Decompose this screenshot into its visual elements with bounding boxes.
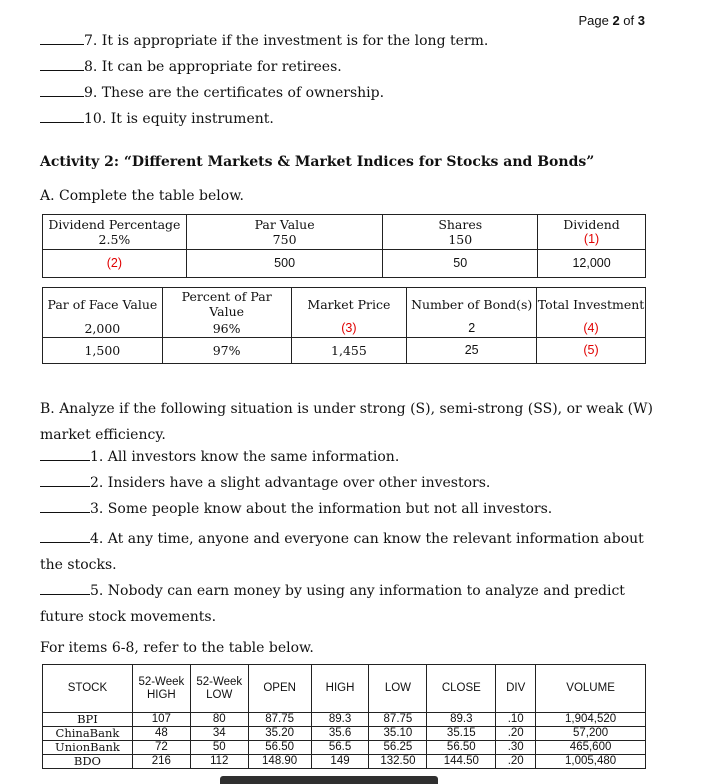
list-item: 3. Some people know about the information but not all investors.	[40, 500, 552, 517]
list-item: 8. It can be appropriate for retirees.	[40, 58, 342, 75]
cell: ChinaBank	[43, 727, 133, 741]
cell: BPI	[43, 713, 133, 727]
answer-cell[interactable]: (1)	[538, 232, 646, 250]
answer-blank[interactable]	[40, 474, 90, 487]
table-row	[43, 755, 646, 769]
answer-blank[interactable]	[40, 32, 84, 45]
list-item: 4. At any time, anyone and everyone can know the relevant information about the stocks.	[40, 531, 644, 573]
list-item: 2. Insiders have a slight advantage over other investors.	[40, 474, 490, 491]
list-item: 9. These are the certificates of ownership.	[40, 84, 384, 101]
cell: 35.10	[369, 727, 427, 741]
activity-title: Activity 2: “Different Markets & Market Indices for Stocks and Bonds”	[40, 154, 595, 170]
table-stocks	[42, 664, 646, 769]
items-6-8-instruction: For items 6-8, refer to the table below.	[40, 640, 314, 656]
table-row	[43, 250, 646, 278]
table-row	[43, 713, 646, 727]
cell: 148.90	[248, 755, 311, 769]
header-cell: Dividend Percentage	[43, 215, 187, 232]
answer-blank[interactable]	[40, 448, 90, 461]
answer-blank[interactable]	[40, 582, 90, 595]
part-a-instruction: A. Complete the table below.	[40, 188, 244, 204]
cell: 56.50	[248, 741, 311, 755]
cell: 35.20	[248, 727, 311, 741]
scroll-overlay-bar	[220, 776, 438, 784]
table-row	[43, 741, 646, 755]
cell: 48	[132, 727, 190, 741]
cell: 465,600	[536, 741, 646, 755]
cell: 1,455	[291, 338, 407, 364]
cell: 34	[190, 727, 248, 741]
header-cell: OPEN	[248, 665, 311, 713]
table-dividend	[42, 214, 646, 278]
cell: 12,000	[538, 250, 646, 278]
table-row	[43, 338, 646, 364]
cell: 56.25	[369, 741, 427, 755]
cell: 25	[407, 338, 537, 364]
cell: 2.5%	[43, 232, 187, 250]
cell: 216	[132, 755, 190, 769]
table-header-row	[43, 665, 646, 713]
cell: 89.3	[311, 713, 369, 727]
cell: 1,904,520	[536, 713, 646, 727]
cell: 1,500	[43, 338, 163, 364]
list-item: 1. All investors know the same information.	[40, 448, 399, 465]
answer-blank[interactable]	[40, 530, 90, 543]
cell: 87.75	[248, 713, 311, 727]
table-bonds	[42, 287, 646, 364]
answer-cell[interactable]: (3)	[291, 321, 407, 338]
answer-blank[interactable]	[40, 84, 84, 97]
list-item: 5. Nobody can earn money by using any information to analyze and predict future stock movements.	[40, 583, 625, 625]
header-cell: Par Value	[186, 215, 383, 232]
cell: UnionBank	[43, 741, 133, 755]
cell: 96%	[162, 321, 291, 338]
header-cell: STOCK	[43, 665, 133, 713]
cell: 56.5	[311, 741, 369, 755]
part-b-instruction: B. Analyze if the following situation is under strong (S), semi-strong (SS), or weak (W) market efficiency.	[40, 401, 653, 443]
cell: 56.50	[427, 741, 496, 755]
table-row	[43, 727, 646, 741]
cell: .30	[496, 741, 536, 755]
header-cell: Par of Face Value	[43, 288, 163, 321]
header-cell: Total Investment	[537, 288, 646, 321]
header-cell: 52-Week LOW	[190, 665, 248, 713]
header-cell: Percent of Par Value	[162, 288, 291, 321]
cell: 35.6	[311, 727, 369, 741]
table-row	[43, 232, 646, 250]
cell: 57,200	[536, 727, 646, 741]
cell: 72	[132, 741, 190, 755]
header-cell: LOW	[369, 665, 427, 713]
cell: 87.75	[369, 713, 427, 727]
cell: 132.50	[369, 755, 427, 769]
cell: 107	[132, 713, 190, 727]
cell: BDO	[43, 755, 133, 769]
cell: .20	[496, 755, 536, 769]
answer-blank[interactable]	[40, 58, 84, 71]
cell: .20	[496, 727, 536, 741]
header-cell: Dividend	[538, 215, 646, 232]
header-cell: HIGH	[311, 665, 369, 713]
answer-blank[interactable]	[40, 110, 84, 123]
answer-cell[interactable]: (4)	[537, 321, 646, 338]
header-cell: Market Price	[291, 288, 407, 321]
header-cell: Number of Bond(s)	[407, 288, 537, 321]
cell: 35.15	[427, 727, 496, 741]
cell: 500	[186, 250, 383, 278]
cell: 2,000	[43, 321, 163, 338]
list-item: 7. It is appropriate if the investment is for the long term.	[40, 32, 488, 49]
table-row	[43, 321, 646, 338]
cell: 50	[190, 741, 248, 755]
cell: 149	[311, 755, 369, 769]
table-header-row	[43, 288, 646, 321]
header-cell: 52-Week HIGH	[132, 665, 190, 713]
cell: 97%	[162, 338, 291, 364]
cell: 2	[407, 321, 537, 338]
cell: 80	[190, 713, 248, 727]
cell: 112	[190, 755, 248, 769]
answer-blank[interactable]	[40, 500, 90, 513]
cell: .10	[496, 713, 536, 727]
cell: 750	[186, 232, 383, 250]
cell: 1,005,480	[536, 755, 646, 769]
cell: 89.3	[427, 713, 496, 727]
answer-cell[interactable]: (2)	[43, 250, 187, 278]
table-header-row	[43, 215, 646, 232]
cell: 50	[383, 250, 538, 278]
page-number: Page 2 of 3	[578, 13, 645, 28]
list-item: 10. It is equity instrument.	[40, 110, 274, 127]
answer-cell[interactable]: (5)	[537, 338, 646, 364]
header-cell: VOLUME	[536, 665, 646, 713]
header-cell: DIV	[496, 665, 536, 713]
header-cell: Shares	[383, 215, 538, 232]
header-cell: CLOSE	[427, 665, 496, 713]
cell: 150	[383, 232, 538, 250]
cell: 144.50	[427, 755, 496, 769]
